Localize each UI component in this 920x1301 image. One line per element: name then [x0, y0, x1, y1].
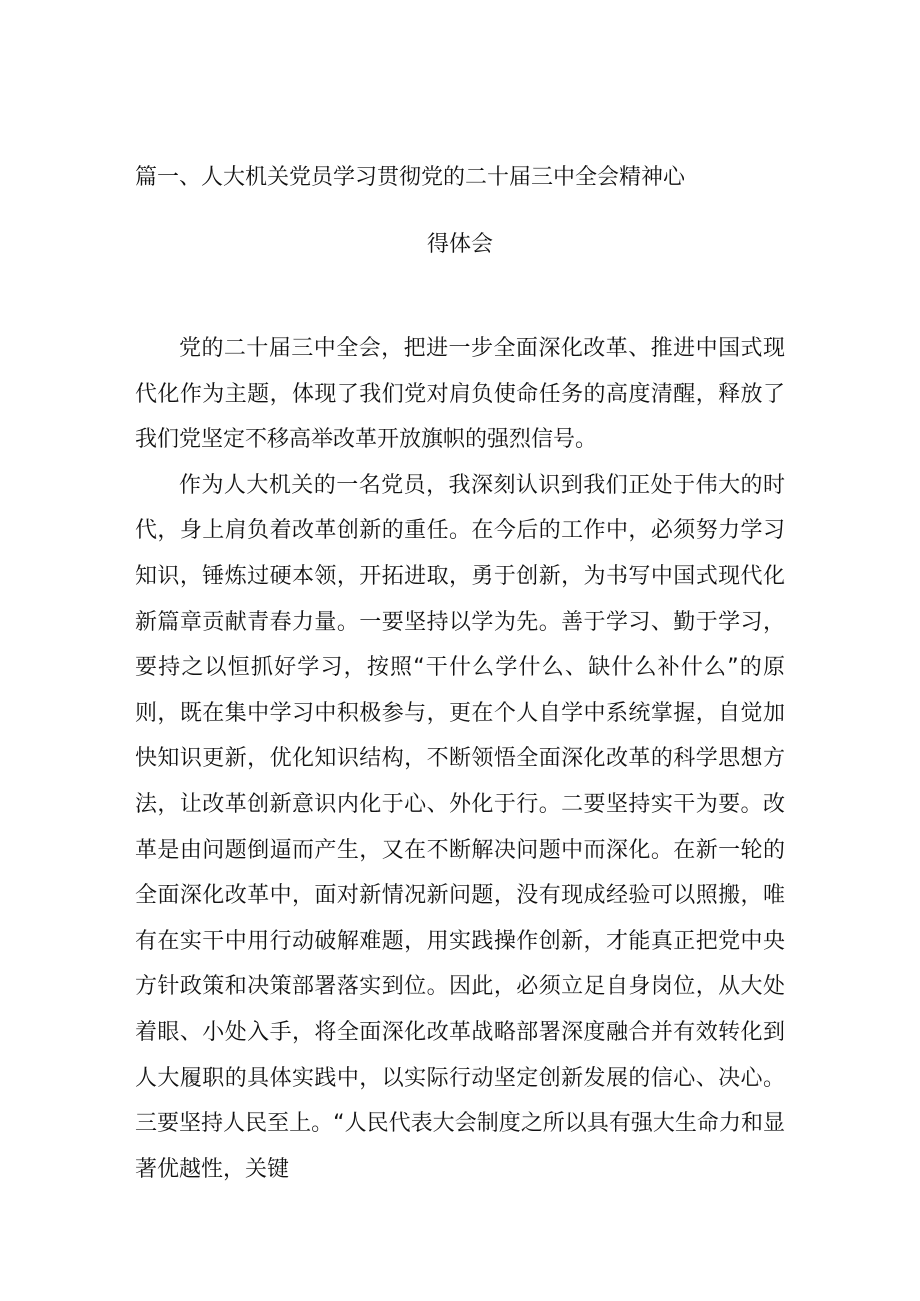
document-title-line-2: 得体会 [426, 232, 493, 257]
document-body [135, 326, 785, 1192]
paragraph-2: 作为人大机关的一名党员，我深刻认识到我们正处于伟大的时代，身上肩负着改革创新的重任。在今后的工作中，必须努力学习知识，锤炼过硬本领，开拓进取，勇于创新，为书写中国式现代化新篇章贡献青春力量。一要坚持以学为先。善于学习、勤于学习，要持之以恒抓好学习，按照“干什么学什么、缺什么补什么”的原则，既在集中学习中积极参与，更在个人自学中系统掌握，自觉加快知识更新，优化知识结构，不断领悟全面深化改革的科学思想方法，让改革创新意识内化于心、外化于行。二要坚持实干为要。改革是由问题倒逼而产生，又在不断解决问题中而深化。在新一轮的全面深化改革中，面对新情况新问题，没有现成经验可以照搬，唯有在实干中用行动破解难题，用实践操作创新，才能真正把党中央方针政策和决策部署落实到位。因此，必须立足自身岗位，从大处着眼、小处入手，将全面深化改革战略部署深度融合并有效转化到人大履职的具体实践中，以实际行动坚定创新发展的信心、决心。三要坚持人民至上。“人民代表大会制度之所以具有强大生命力和显著优越性，关键 [135, 472, 785, 1182]
paragraph-1: 党的二十届三中全会，把进一步全面深化改革、推进中国式现代化作为主题，体现了我们党对肩负使命任务的高度清醒，释放了我们党坚定不移高举改革开放旗帜的强烈信号。 [135, 336, 785, 453]
document-title-line-1: 篇一、人大机关党员学习贯彻党的二十届三中全会精神心 [135, 165, 686, 190]
